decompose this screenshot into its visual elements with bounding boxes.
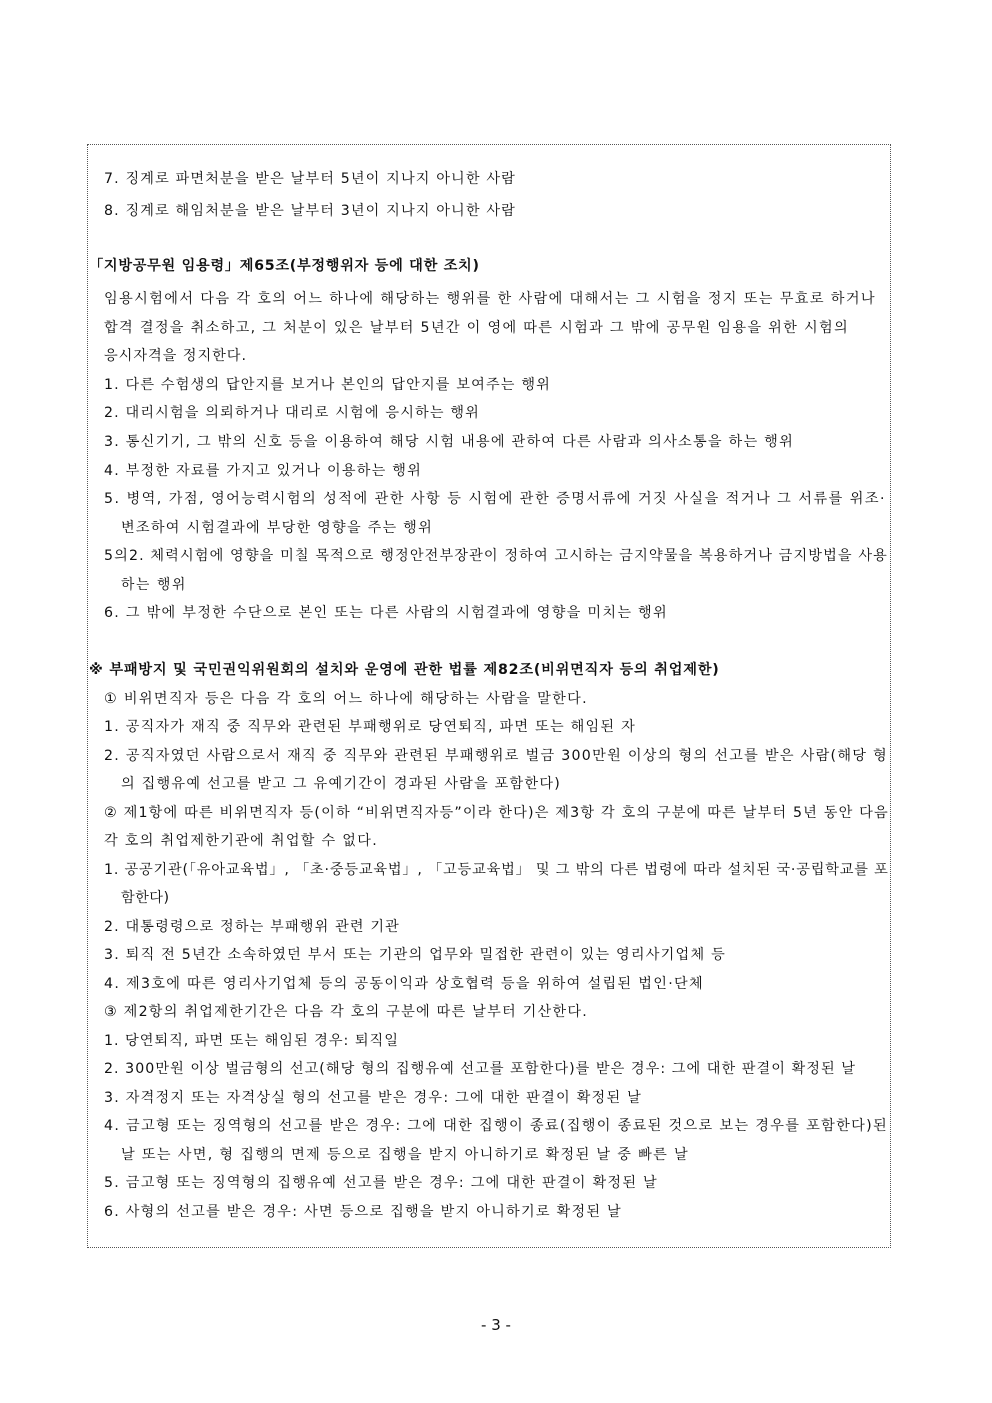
list-item: 변조하여 시험결과에 부당한 영향을 주는 행위 (121, 520, 434, 536)
clause-line: 2. 대통령령으로 정하는 부패행위 관련 기관 (104, 919, 400, 935)
clause-line: 3. 퇴직 전 5년간 소속하였던 부서 또는 기관의 업무와 밀접한 관련이 있는 영리사기업체 등 (104, 947, 726, 963)
clause-line: 1. 공공기관(「유아교육법」, 「초·중등교육법」, 「고등교육법」 및 그 밖의 다른 법령에 따라 설치된 국·공립학교를 포 (104, 862, 889, 878)
page-number: - 3 - (481, 1316, 511, 1334)
clause-line: 2. 공직자였던 사람으로서 재직 중 직무와 관련된 부패행위로 벌금 300만원 이상의 형의 선고를 받은 사람(해당 형 (104, 748, 889, 764)
list-item: 1. 다른 수험생의 답안지를 보거나 본인의 답안지를 보여주는 행위 (104, 377, 552, 393)
clause-line: 5. 금고형 또는 징역형의 집행유예 선고를 받은 경우: 그에 대한 판결이 확정된 날 (104, 1175, 658, 1191)
list-item: 하는 행위 (121, 577, 187, 593)
clause-line: 함한다) (121, 890, 170, 906)
list-item: 7. 징계로 파면처분을 받은 날부터 5년이 지나지 아니한 사람 (104, 171, 516, 187)
list-item: 4. 부정한 자료를 가지고 있거나 이용하는 행위 (104, 463, 423, 479)
list-item: 8. 징계로 해임처분을 받은 날부터 3년이 지나지 아니한 사람 (104, 203, 516, 219)
section-title-65: 「지방공무원 임용령」제65조(부정행위자 등에 대한 조치) (89, 258, 480, 274)
clause-line: 6. 사형의 선고를 받은 경우: 사면 등으로 집행을 받지 아니하기로 확정된 날 (104, 1204, 622, 1220)
clause-line: 3. 자격정지 또는 자격상실 형의 선고를 받은 경우: 그에 대한 판결이 확정된 날 (104, 1090, 642, 1106)
clause-line: 날 또는 사면, 형 집행의 면제 등으로 집행을 받지 아니하기로 확정된 날 중 빠른 날 (121, 1147, 690, 1163)
list-item: 5의2. 체력시험에 영향을 미칠 목적으로 행정안전부장관이 정하여 고시하는 금지약물을 복용하거나 금지방법을 사용 (104, 548, 888, 564)
list-item: 2. 대리시험을 의뢰하거나 대리로 시험에 응시하는 행위 (104, 405, 481, 421)
clause-line: 의 집행유예 선고를 받고 그 유예기간이 경과된 사람을 포함한다) (121, 776, 561, 792)
section-65-intro: 임용시험에서 다음 각 호의 어느 하나에 해당하는 행위를 한 사람에 대해서는 그 시험을 정지 또는 무효로 하거나 (104, 291, 876, 307)
clause-line: 각 호의 취업제한기관에 취업할 수 없다. (104, 833, 379, 849)
clause-line: ① 비위면직자 등은 다음 각 호의 어느 하나에 해당하는 사람을 말한다. (104, 691, 589, 707)
section-65-intro: 합격 결정을 취소하고, 그 처분이 있은 날부터 5년간 이 영에 따른 시험과 그 밖에 공무원 임용을 위한 시험의 (104, 320, 850, 336)
clause-line: 4. 금고형 또는 징역형의 선고를 받은 경우: 그에 대한 집행이 종료(집행이 종료된 것으로 보는 경우를 포함한다)된 (104, 1118, 889, 1134)
clause-line: 1. 당연퇴직, 파면 또는 해임된 경우: 퇴직일 (104, 1033, 399, 1049)
list-item: 6. 그 밖에 부정한 수단으로 본인 또는 다른 사람의 시험결과에 영향을 미치는 행위 (104, 605, 668, 621)
clause-line: 1. 공직자가 재직 중 직무와 관련된 부패행위로 당연퇴직, 파면 또는 해임된 자 (104, 719, 636, 735)
section-title-82: ※ 부패방지 및 국민권익위원회의 설치와 운영에 관한 법률 제82조(비위면직자 등의 취업제한) (89, 662, 720, 678)
clause-line: 2. 300만원 이상 벌금형의 선고(해당 형의 집행유예 선고를 포함한다)를 받은 경우: 그에 대한 판결이 확정된 날 (104, 1061, 857, 1077)
clause-line: 4. 제3호에 따른 영리사기업체 등의 공동이익과 상호협력 등을 위하여 설립된 법인·단체 (104, 976, 705, 992)
section-65-intro: 응시자격을 정지한다. (104, 348, 247, 364)
clause-line: ② 제1항에 따른 비위면직자 등(이하 “비위면직자등”이라 한다)은 제3항 각 호의 구분에 따른 날부터 5년 동안 다음 (104, 805, 889, 821)
list-item: 3. 통신기기, 그 밖의 신호 등을 이용하여 해당 시험 내용에 관하여 다른 사람과 의사소통을 하는 행위 (104, 434, 795, 450)
clause-line: ③ 제2항의 취업제한기간은 다음 각 호의 구분에 따른 날부터 기산한다. (104, 1004, 588, 1020)
list-item: 5. 병역, 가점, 영어능력시험의 성적에 관한 사항 등 시험에 관한 증명서류에 거짓 사실을 적거나 그 서류를 위조· (104, 491, 887, 507)
